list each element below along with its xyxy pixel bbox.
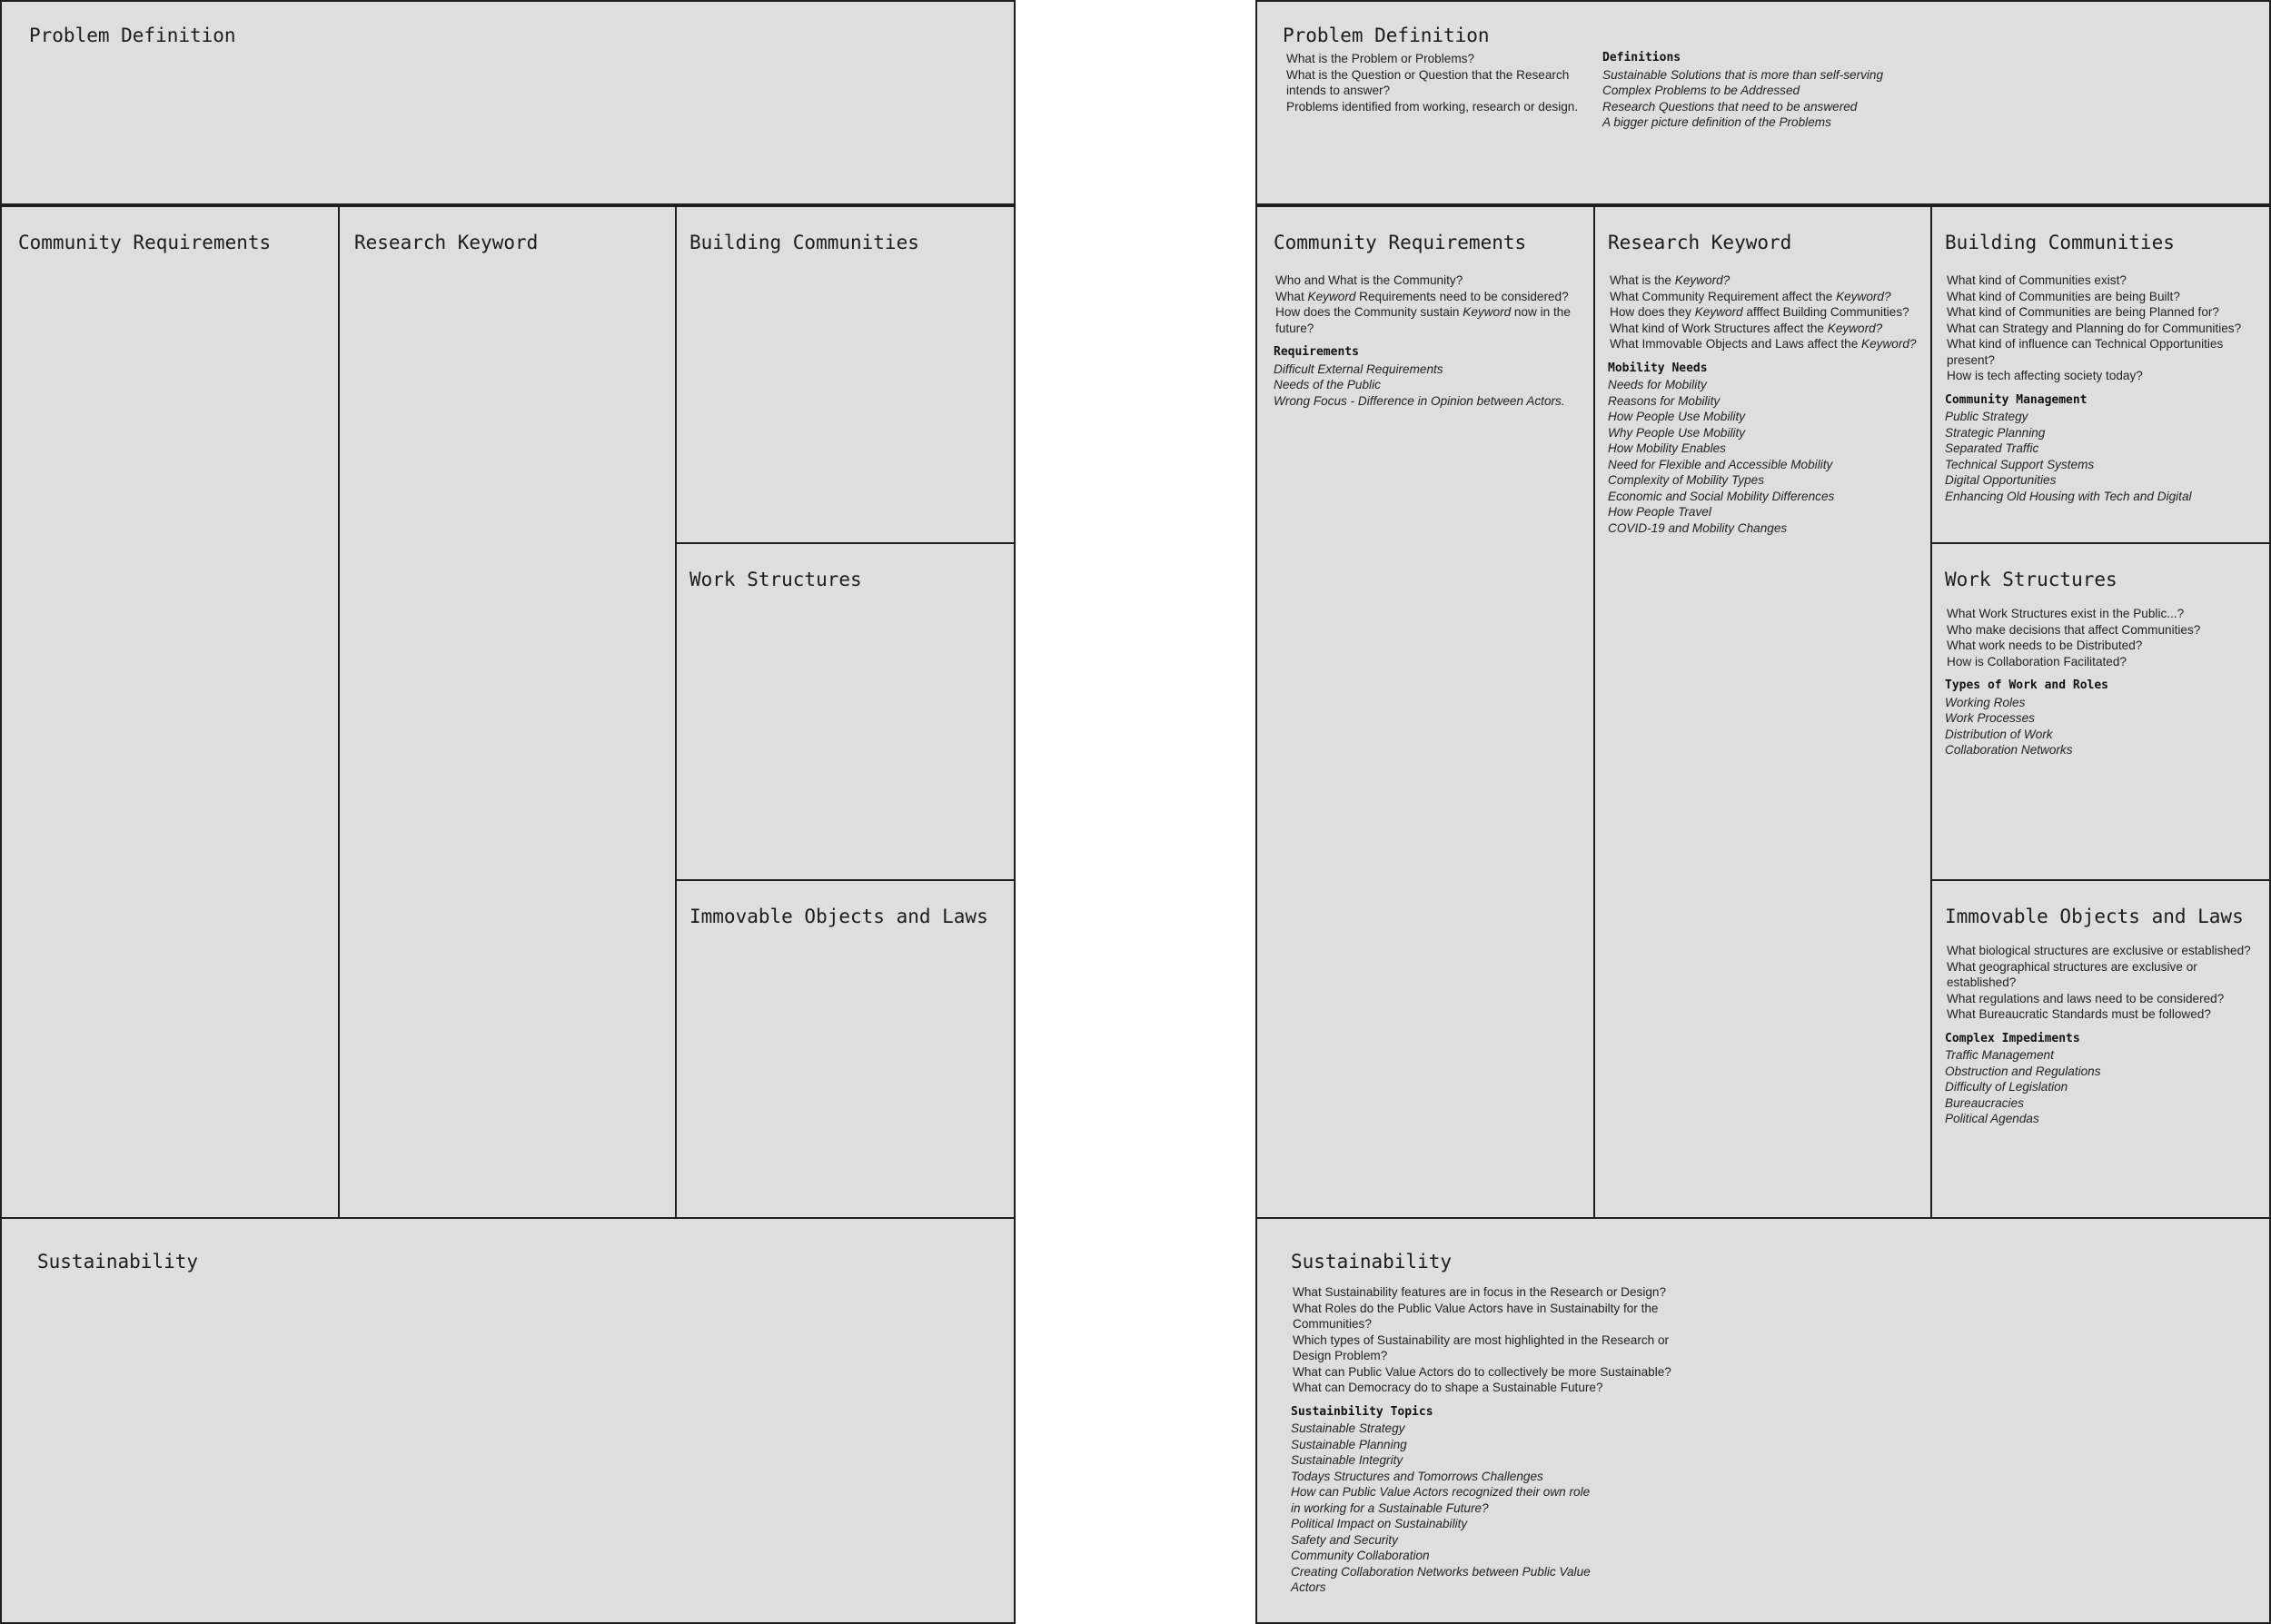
mobility-item: Reasons for Mobility xyxy=(1608,393,1721,408)
question: What work needs to be Distributed? xyxy=(1947,639,2143,652)
question: What kind of Communities exist? xyxy=(1947,273,2127,287)
research-keyword-title: Research Keyword xyxy=(1608,232,1792,253)
question: Problems identified from working, research or design. xyxy=(1286,99,1579,114)
research-keyword-content xyxy=(1608,272,1926,536)
question: What kind of influence can Technical Opportunities present? xyxy=(1947,337,2224,367)
question: How does they Keyword afffect Building Communities? xyxy=(1610,305,1909,319)
sustainability-topics-heading: Sustainbility Topics xyxy=(1291,1404,1433,1419)
building-communities-content xyxy=(1945,272,2265,504)
work-structures-title: Work Structures xyxy=(1945,569,2117,590)
mobility-item: COVID-19 and Mobility Changes xyxy=(1608,520,1788,535)
management-item: Public Strategy xyxy=(1945,410,2028,423)
management-item: Enhancing Old Housing with Tech and Digital xyxy=(1945,489,2192,503)
definition-item: A bigger picture definition of the Problems xyxy=(1602,115,1831,129)
sustainability-box[interactable] xyxy=(0,1217,1016,1624)
topic-item: Safety and Security xyxy=(1291,1532,1398,1547)
question: What Roles do the Public Value Actors have in Sustainabilty for the Communities? xyxy=(1293,1301,1659,1331)
building-communities-title: Building Communities xyxy=(1945,232,2175,253)
requirement-item: Wrong Focus - Difference in Opinion between Actors. xyxy=(1274,393,1565,408)
filled-canvas xyxy=(1255,0,2271,1622)
question: What is the Problem or Problems? xyxy=(1286,52,1475,65)
problem-definition-title: Problem Definition xyxy=(1283,25,1490,46)
impediment-item: Obstruction and Regulations xyxy=(1945,1064,2101,1078)
impediment-item: Bureaucracies xyxy=(1945,1095,2024,1110)
impediment-item: Traffic Management xyxy=(1945,1048,2054,1062)
immovable-objects-content xyxy=(1945,943,2265,1127)
research-keyword-box[interactable] xyxy=(1593,205,1932,1219)
community-requirements-title: Community Requirements xyxy=(18,232,272,253)
building-communities-title: Building Communities xyxy=(689,232,919,253)
community-management-heading: Community Management xyxy=(1945,392,2088,407)
question: How is Collaboration Facilitated? xyxy=(1947,654,2127,668)
management-item: Digital Opportunities xyxy=(1945,473,2057,487)
immovable-objects-box[interactable] xyxy=(1930,879,2271,1219)
mobility-item: Why People Use Mobility xyxy=(1608,425,1746,440)
question: What kind of Work Structures affect the Keyword? xyxy=(1610,321,1883,335)
management-item: Separated Traffic xyxy=(1945,441,2039,455)
question: What Community Requirement affect the Keyword? xyxy=(1610,289,1891,303)
mobility-item: How People Use Mobility xyxy=(1608,410,1746,423)
question: What Sustainability features are in focus in the Research or Design? xyxy=(1293,1285,1667,1299)
question: What is the Keyword? xyxy=(1610,273,1731,287)
topic-item: Sustainable Strategy xyxy=(1291,1421,1405,1435)
building-communities-box[interactable] xyxy=(1930,205,2271,544)
work-item: Working Roles xyxy=(1945,695,2026,709)
work-item: Work Processes xyxy=(1945,711,2035,725)
topic-item: Sustainable Planning xyxy=(1291,1437,1407,1451)
definition-item: Complex Problems to be Addressed xyxy=(1602,84,1800,97)
question: Who and What is the Community? xyxy=(1275,273,1463,287)
community-requirements-box[interactable] xyxy=(1255,205,1595,1219)
question: What can Democracy do to shape a Sustainable Future? xyxy=(1293,1381,1603,1394)
work-structures-box[interactable] xyxy=(675,542,1016,881)
question: What biological structures are exclusive or established? xyxy=(1947,944,2251,957)
management-item: Strategic Planning xyxy=(1945,425,2046,440)
sustainability-content xyxy=(1291,1284,1672,1596)
mobility-item: Need for Flexible and Accessible Mobility xyxy=(1608,457,1833,471)
question: What Immovable Objects and Laws affect the Keyword? xyxy=(1610,337,1917,351)
question: What Keyword Requirements need to be considered? xyxy=(1275,289,1569,303)
sustainability-box[interactable] xyxy=(1255,1217,2271,1624)
question: Who make decisions that affect Communities? xyxy=(1947,622,2201,637)
problem-definition-title: Problem Definition xyxy=(29,25,236,46)
building-communities-box[interactable] xyxy=(675,205,1016,544)
topic-item: Creating Collaboration Networks between Public Value Actors xyxy=(1291,1564,1591,1594)
question: What Work Structures exist in the Public...? xyxy=(1947,607,2185,620)
question: What geographical structures are exclusive or established? xyxy=(1947,959,2197,989)
mobility-item: Needs for Mobility xyxy=(1608,378,1707,391)
mobility-item: Economic and Social Mobility Differences xyxy=(1608,489,1835,503)
question: What Bureaucratic Standards must be followed? xyxy=(1947,1007,2211,1021)
work-item: Collaboration Networks xyxy=(1945,743,2073,757)
topic-item: Political Impact on Sustainability xyxy=(1291,1517,1468,1530)
community-requirements-box[interactable] xyxy=(0,205,340,1219)
problem-definition-box[interactable] xyxy=(0,0,1016,205)
requirement-item: Needs of the Public xyxy=(1274,378,1381,391)
question: What can Strategy and Planning do for Communities? xyxy=(1947,321,2242,335)
question: What regulations and laws need to be considered? xyxy=(1947,991,2225,1005)
impediment-item: Difficulty of Legislation xyxy=(1945,1080,2068,1094)
question: What kind of Communities are being Built? xyxy=(1947,289,2180,303)
immovable-objects-box[interactable] xyxy=(675,879,1016,1219)
impediment-item: Political Agendas xyxy=(1945,1112,2039,1125)
topic-item: How can Public Value Actors recognized their own role in working for a Sustainable Future? xyxy=(1291,1485,1591,1515)
immovable-objects-title: Immovable Objects and Laws xyxy=(1945,906,2244,927)
work-roles-heading: Types of Work and Roles xyxy=(1945,678,2109,692)
question: What is the Question or Question that the Research intends to answer? xyxy=(1286,67,1570,97)
definition-item: Sustainable Solutions that is more than self-serving xyxy=(1602,67,1884,82)
topic-item: Sustainable Integrity xyxy=(1291,1453,1403,1467)
problem-definition-questions xyxy=(1284,51,1584,114)
mobility-item: Complexity of Mobility Types xyxy=(1608,473,1764,487)
problem-definition-box[interactable] xyxy=(1255,0,2271,205)
work-item: Distribution of Work xyxy=(1945,727,2053,741)
community-requirements-content xyxy=(1274,272,1582,409)
work-structures-box[interactable] xyxy=(1930,542,2271,881)
community-requirements-title: Community Requirements xyxy=(1274,232,1527,253)
blank-canvas xyxy=(0,0,1016,1622)
question: How is tech affecting society today? xyxy=(1947,369,2143,382)
question: Which types of Sustainability are most highlighted in the Research or Design Problem? xyxy=(1293,1332,1670,1362)
sustainability-title: Sustainability xyxy=(37,1251,199,1272)
topic-item: Todays Structures and Tomorrows Challenges xyxy=(1291,1469,1543,1483)
work-structures-content xyxy=(1945,606,2265,758)
requirements-heading: Requirements xyxy=(1274,345,1359,359)
mobility-item: How Mobility Enables xyxy=(1608,441,1726,455)
work-structures-title: Work Structures xyxy=(689,569,862,590)
question: What can Public Value Actors do to collectively be more Sustainable? xyxy=(1293,1364,1671,1379)
topic-item: Community Collaboration xyxy=(1291,1549,1430,1562)
mobility-needs-heading: Mobility Needs xyxy=(1608,361,1708,375)
definitions-heading: Definitions xyxy=(1602,51,1681,64)
question: What kind of Communities are being Planned for? xyxy=(1947,305,2219,319)
sustainability-title: Sustainability xyxy=(1291,1251,1453,1272)
definition-item: Research Questions that need to be answered xyxy=(1602,99,1858,114)
requirement-item: Difficult External Requirements xyxy=(1274,361,1443,376)
management-item: Technical Support Systems xyxy=(1945,457,2095,471)
mobility-item: How People Travel xyxy=(1608,505,1711,519)
complex-impediments-heading: Complex Impediments xyxy=(1945,1031,2080,1045)
question: How does the Community sustain Keyword now in the future? xyxy=(1275,305,1571,335)
definitions-list xyxy=(1602,42,1929,131)
research-keyword-title: Research Keyword xyxy=(354,232,539,253)
research-keyword-box[interactable] xyxy=(338,205,677,1219)
immovable-objects-title: Immovable Objects and Laws xyxy=(689,906,988,927)
